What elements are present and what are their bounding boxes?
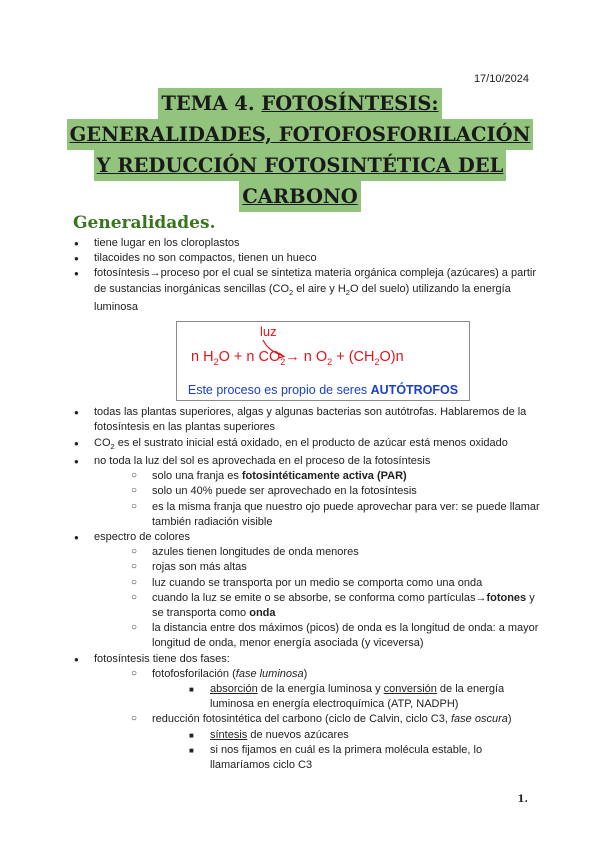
photosynthesis-equation-figure	[176, 321, 470, 401]
bullet-item: ● fotosíntesis tiene dos fases: ○ fotofosforilación (fase luminosa) ■ absorción de la energía luminosa y conversión de la energía luminosa en energía electroquímica (ATP, NADPH) ○ reducción fotosintética del carbono (ciclo de Calvin, ciclo C3, fase oscura) ■ síntesis de nuevos azúcares ■ si nos fijamos en cuál es la primera molécula estable, lo llamaríamos ciclo C3	[72, 652, 542, 774]
sub-bullet-item: ○ azules tienen longitudes de onda menores	[130, 545, 542, 560]
figure-caption: Este proceso es propio de seres AUTÓTROFOS	[187, 383, 459, 397]
sub-bullet-item: ○ reducción fotosintética del carbono (ciclo de Calvin, ciclo C3, fase oscura) ■ síntesis de nuevos azúcares ■ si nos fijamos en cuál es la primera molécula estable, lo llamaríamos ciclo C3	[130, 712, 542, 773]
sub-bullet-item: ○ cuando la luz se emite o se absorbe, se conforma como partículas→fotones y se transporta como onda	[130, 591, 542, 621]
sub-sub-bullet-item: ■ absorción de la energía luminosa y conversión de la energía luminosa en energía electroquímica (ATP, NADPH)	[188, 682, 542, 712]
page-number: 1.	[517, 794, 528, 805]
bullet-item: ● todas las plantas superiores, algas y algunas bacterias son autótrofas. Hablaremos de la fotosíntesis en las plantas superiores	[72, 405, 542, 435]
sub-bullet-item: ○ rojas son más altas	[130, 560, 542, 575]
sub-bullet-item: ○ luz cuando se transporta por un medio se comporta como una onda	[130, 576, 542, 591]
bullet-item: ● no toda la luz del sol es aprovechada en el proceso de la fotosíntesis ○ solo una franja es fotosintéticamente activa (PAR) ○ solo un 40% puede ser aprovechado en la fotosíntesis ○ es la misma franja que nuestro ojo puede aprovechar para ver: se puede llamar también radiación visible	[72, 454, 542, 530]
sub-bullet-item: ○ es la misma franja que nuestro ojo puede aprovechar para ver: se puede llamar también radiación visible	[130, 500, 542, 530]
title-line-1: TEMA 4. FOTOSÍNTESIS:	[158, 88, 441, 119]
document-date: 17/10/2024	[473, 73, 529, 85]
notes-body	[72, 236, 542, 773]
photosynthesis-equation: n $H_2O + n$ $CO_2\to n$ $O_2 + (CH_2O)n$	[191, 349, 404, 368]
sub-bullet-item: ○ la distancia entre dos máximos (picos) de onda es la longitud de onda: a mayor longitud de onda, menor energía asociada (y viceversa)	[130, 621, 542, 651]
sub-sub-bullet-item: ■ síntesis de nuevos azúcares	[188, 728, 542, 743]
bullet-item: ● tiene lugar en los cloroplastos	[72, 236, 542, 251]
sub-bullet-item: ○ solo un 40% puede ser aprovechado en la fotosíntesis	[130, 484, 542, 499]
title-line-4: CARBONO	[239, 181, 361, 212]
light-label: luz	[260, 324, 277, 340]
sub-bullet-item: ○ fotofosforilación (fase luminosa) ■ absorción de la energía luminosa y conversión de la energía luminosa en energía electroquímica (ATP, NADPH)	[130, 667, 542, 713]
bullet-item: ● $CO_2$ es el sustrato inicial está oxidado, en el producto de azúcar está menos oxidado	[72, 436, 542, 454]
bullet-item: ● fotosíntesis→proceso por el cual se sintetiza materia orgánica compleja (azúcares) a partir de sustancias inorgánicas sencillas ($CO_2$ el aire y $H_2O$ del suelo) utilizando la energía luminosa luz n $H_2O + n$ $CO_2\to n$ $O_2 + (CH_2O)n$ Este proceso es propio de seres AUTÓTROFOS	[72, 266, 542, 401]
sub-sub-bullet-item: ■ si nos fijamos en cuál es la primera molécula estable, lo llamaríamos ciclo C3	[188, 743, 542, 773]
title-line-3: Y REDUCCIÓN FOTOSINTÉTICA DEL	[94, 150, 507, 181]
section-heading: Generalidades.	[73, 213, 216, 233]
title-line-2: GENERALIDADES, FOTOFOSFORILACIÓN	[67, 119, 534, 150]
bullet-item: ● espectro de colores ○ azules tienen longitudes de onda menores ○ rojas son más altas ○ luz cuando se transporta por un medio se comporta como una onda ○ cuando la luz se emite o se absorbe, se conforma como partículas→fotones y se transporta como onda ○ la distancia entre dos máximos (picos) de onda es la longitud de onda: a mayor longitud de onda, menor energía asociada (y viceversa)	[72, 530, 542, 652]
bullet-item: ● tilacoides no son compactos, tienen un hueco	[72, 251, 542, 266]
sub-bullet-item: ○ solo una franja es fotosintéticamente activa (PAR)	[130, 469, 542, 484]
page-title	[40, 88, 560, 212]
